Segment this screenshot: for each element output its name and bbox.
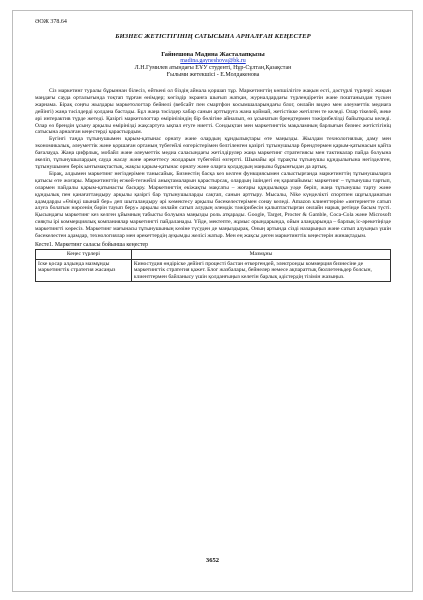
article-body <box>35 88 391 240</box>
author-email-link[interactable]: madina.gayneshova@bk.ru <box>180 58 246 64</box>
document-page <box>12 10 413 592</box>
table-row <box>36 259 391 282</box>
author-affiliation: Л.Н.Гумилев атындағы ЕҰУ студенті, Нұр-Сұлтан,Қазақстан <box>134 65 292 71</box>
table-cell-content: Киностудия өндіріске дейінгі процесті бастан өткергендей, электронды коммерция бизнесіне де маркетингтік стратегия қажет. Блог жазбалары, бейнелер немесе ақпараттық бюллетеньдер болсын, клиенттермен байланысу үшін қолданғыңыз келетін барлық әдістердің тізімін жазыңыз. <box>131 259 390 282</box>
body-paragraph: Сіз маркетинг туралы бұрыннан білесіз, өйткені ол біздің айнала қоршап тұр. Маркетингтің көпшілігіге жақын есті, дәстүрлі түрлері: жақын маңдағы сауда орталығында тоқтап тұрған өнімдер; көгіздір экранға шығып жатқан, журналдардағы түрлендіретін және поштаныздан түскен жарнама. Бірақ соңғы жылдары маркетологтар бейнелі (вебсайт пен смартфон косымшаларындағы блог, онлайн видео мен әлеуметтік медиаға дейінгі) жаңа тәсілдерді қолдана бастады. Бұл жаңа тәсілдер хабар санын арттыруға жана қоймай, жетістікке жетілген те келеді. Олар тікелей, жеке әрі интерактив түрде жетеді. Қазіргі маркетологтар өмірінізіндің бір бөлігіне айналып, өз ұсынатын брендтермен тәжірибелізді байытқысы келеді. Олар өз брендін ұсыну арқылы өмірінізді жақсартуға ықпал етуге ниетті. Сондықтан мен маркетингтік мақаламның барлығын бизнес жетістігініц сатысына арналған кеңестерді қарастырдым. <box>35 88 391 136</box>
column-header-content: Мазмұны <box>131 249 390 259</box>
paper-title: БИЗНЕС ЖЕТІСТІГІНІҢ САТЫСЫНА АРНАЛҒАН КЕҢЕСТЕР <box>115 33 311 40</box>
table-cell-type: Іске қосар алдында мазмұнды маркетингтік стратегия жасаңыз <box>36 259 132 282</box>
author-name: Гайнешова Мадина Жасталапқызы <box>161 51 265 58</box>
advice-table <box>35 249 391 282</box>
body-paragraph: Бүгінгі таңда тұтынушымен қарым-қатынас орнату және олардың құндылықтары өте маңызды. Жылдам технологиялық даму мен экономикалық, әлеуметтік және қоршаған ортаның түбегейлі өзгерістерімен белгіленген қазіргі тұтынушылар брендтермен қарым-қатынасын қайта бағалауда. Жаңа цифрлық, мобайл және әлеуметтік медиа саласындағы жетілдірулер жаңа маркетинг стратегиясы мен тактикалар пайда болуына әкеліп, тұтынушылардың сауда жасау және әрекеттесу жолдарын түбегейлі өзгертті. Шынайы әрі тұрақты тұтынушы құндылығына негізделген, тұтынушымен берік ынтымақтастық, жақсы қарым-қатынас орнату және оларға қолдаудың маңызы бұрынғыдан да артық. <box>35 136 391 170</box>
body-paragraph: Бірақ, алдымен маркетинг негіздерімен танысайық. Бизнестің басқа кез келген функциясымен салыстырғанда маркетингтің тұтынушыларға қатысы өте жоғары. Маркетингтің егжей-тегжейлі анықтамаларын қарастырсақ, олардың ішіндегі ең қарапайымы: маркетинг – тұтынушы тартып, олармен пайдалы қарым-қатынасты басқару. Маркетингтің екіжақты мақсаты – жоғары құндылыққа уәде беріп, жаңа тұтынушы тарту және құндылық пен қанағаттандыру арқылы қазіргі бар тұтынушыларды сақтап, санын арттыру. Мысалы, Nike күнделікті спортпен шұғылданатын адамдарды «Өзіңді шынай бер» деп шыталандыру әрі көмектесу арқылы бәсекелестерімен сонау келеді. Amazon клиенттеріне «интернетте сатып алуға болатын нәрсенің бәрін тауып беру» арқылы онлайн сатып алудың әлемдік тәжірибесін қалыптастырған онлайн нарық ретінде басым түсті. Қысындағы маркетинг кез келген ұйымның табысты болуына маңызды роль атқарады. Google, Target, Procter & Gamble, Coca-Cola және Microsoft сияқты ірі коммерциялық компаниялар маркетингті пайдаланады. Үйде, мектепте, жұмыс орындарында, ойын алаңдарында – барлық іс-әрекетіңізде маркетингті көресіз. Маркетинг мағынасы тұтынушының көзіне түсуден де маңыздырақ. Оның артында сізді назарыңыз және сатып алуыңыз үшін бәсекелестен адамдар, технологиялар мен әрекеттердің ауқымды желісі жатыр. Мен ең жақсы деген маркетингтік кеңестерін жинақтадым. <box>35 170 391 240</box>
udk-code: ӘОЖ 378.64 <box>35 19 67 25</box>
page-content <box>35 19 391 282</box>
scientific-supervisor: Ғылыми жетекшісі - Е.Молдакенова <box>166 72 260 78</box>
column-header-type: Кеңес түрлері <box>36 249 132 259</box>
table-caption: Кесте1. Маркетинг саласы бойынша кеңестер <box>35 241 148 248</box>
table-header-row <box>36 249 391 259</box>
page-number: 3652 <box>205 557 220 564</box>
